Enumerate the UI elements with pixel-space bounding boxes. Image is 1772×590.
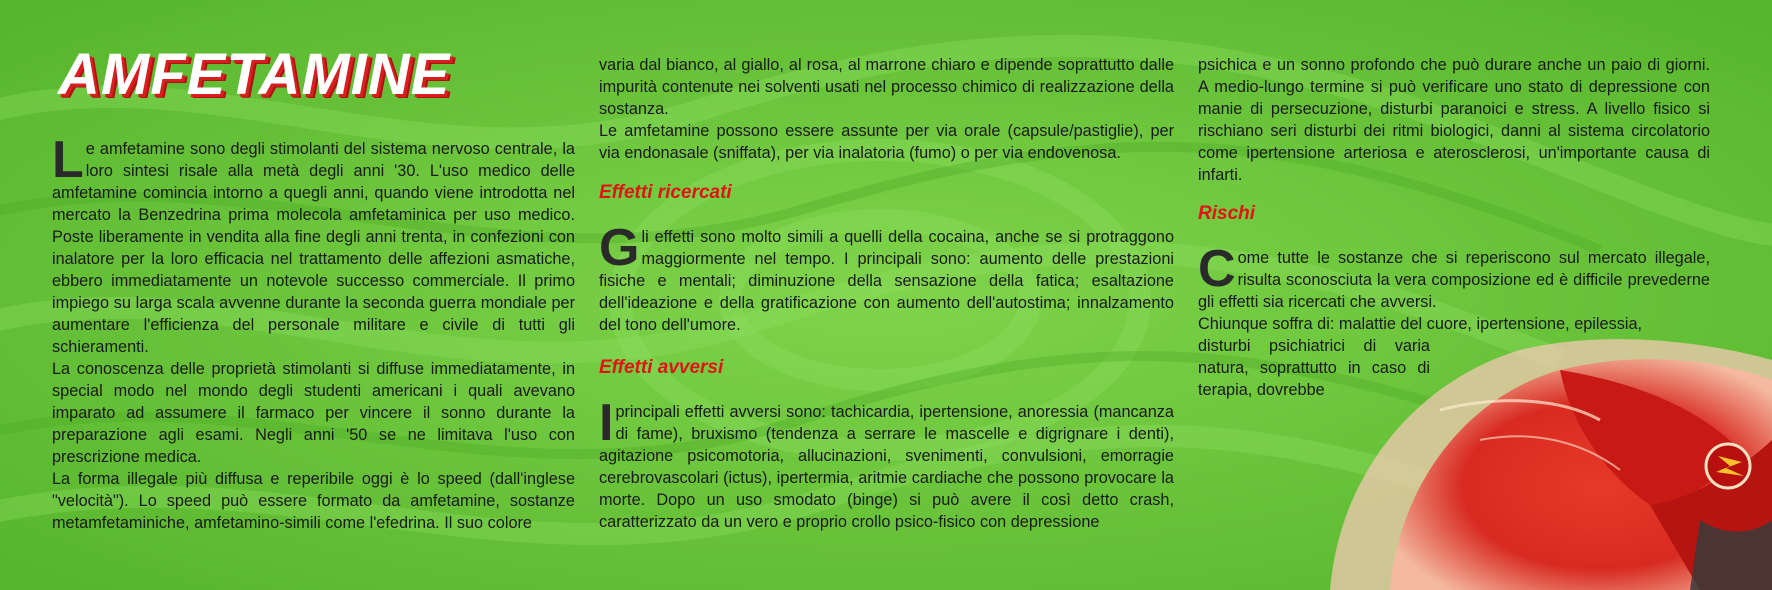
dropcap-g: G	[599, 219, 640, 277]
chiunque-paragraph: Chiunque soffra di: malattie del cuore, ipertensione, epilessia,	[1198, 315, 1643, 333]
effetti-avversi-section	[599, 394, 1174, 533]
effects-continued-paragraph: psichica e un sonno profondo che può durare anche un paio di giorni. A medio-lungo termine si può verificare uno stato di depressione con manie di persecuzione, disturbi paranoici e stress. A livello fisico si rischiano seri disturbi dei ritmi biologici, danni al sistema circolatorio come ipertensione arteriosa e aterosclerosi, un'importante causa di infarti.	[1198, 56, 1710, 184]
effetti-avversi-paragraph: I principali effetti avversi sono: tachicardia, ipertensione, anoressia (mancanza di fame), bruxismo (tendenza a serrare le mascelle e digrignare i denti), agitazione psicomotoria, allucinazioni, svenimenti, convulsioni, emorragie cerebrovascolari (ictus), ipertermia, aritmie cardiache che possono provocare la morte. Dopo un uso smodato (binge) si può avere il così detto crash, caratterizzato da un vero e proprio crollo psico-fisico con depressione	[599, 394, 1174, 531]
effetti-ricercati-paragraph: Gli effetti sono molto simili a quelli della cocaina, anche se si protraggono maggiormente nel tempo. I principali sono: aumento delle prestazioni fisiche e mentali; diminuzione della sensazione della fatica; esaltazione dell'ideazione e della gratificazione con aumento dell'autostima; innalzamento del tono dell'umore.	[599, 219, 1174, 334]
intake-paragraph: Le amfetamine possono essere assunte per via orale (capsule/pastiglie), per via endonasale (sniffata), per via inalatoria (fumo) o per via endovenosa.	[599, 122, 1174, 162]
intro-paragraph: Le amfetamine sono degli stimolanti del sistema nervoso centrale, la loro sintesi risale alla metà degli anni '30. L'uso medico delle amfetamine comincia intorno a quegli anni, quando viene introdotta nel mercato la Benzedrina prima molecola amfetaminica per uso medico. Poste liberamente in vendita alla fine degli anni trenta, in confezioni con inalatore per la loro efficacia nel trattamento delle affezioni asmatiche, ebbero immediatamente un notevole successo commerciale. Il primo impiego su larga scala avvenne durante la seconda guerra mondiale per aumentare l'efficienza del personale militare e civile di tutti gli schieramenti.	[52, 131, 575, 356]
color-paragraph: varia dal bianco, al giallo, al rosa, al marrone chiaro e dipende soprattutto dalle impurità contenute nei solventi usati nel processo chimico di realizzazione della sostanza.	[599, 56, 1174, 118]
column-2	[599, 54, 1174, 164]
heading-effetti-ricercati: Effetti ricercati	[599, 182, 732, 203]
heading-effetti-avversi: Effetti avversi	[599, 357, 724, 378]
rischi-paragraph: Come tutte le sostanze che si reperiscono sul mercato illegale, risulta sconosciuta la vera composizione ed è difficile prevederne gli effetti sia ricercati che avversi.	[1198, 240, 1710, 311]
dropcap-c: C	[1198, 240, 1236, 298]
effetti-ricercati-section	[599, 219, 1174, 336]
heading-rischi: Rischi	[1198, 203, 1256, 224]
dropcap-i: I	[599, 394, 614, 452]
column-3	[1198, 54, 1710, 186]
disturbi-paragraph: disturbi psichiatrici di varia natura, soprattutto in caso di terapia, dovrebbe	[1198, 337, 1430, 399]
speed-paragraph: La forma illegale più diffusa e reperibile oggi è lo speed (dall'inglese "velocità"). Lo speed può essere formato da amfetamine, sostanze metamfetaminiche, amfetamino-simili come l'efedrina. Il suo colore	[52, 470, 575, 532]
page-title: AMFETAMINE	[58, 42, 451, 107]
history-paragraph: La conoscenza delle proprietà stimolanti si diffuse immediatamente, in special modo nel mondo degli studenti americani i quali avevano imparato ad assumere il farmaco per vincere il sonno durante la preparazione agli esami. Negli anni '50 se ne limitava l'uso con prescrizione medica.	[52, 360, 575, 466]
rischi-section	[1198, 240, 1710, 401]
column-1	[52, 131, 575, 534]
dropcap-l: L	[52, 131, 84, 189]
